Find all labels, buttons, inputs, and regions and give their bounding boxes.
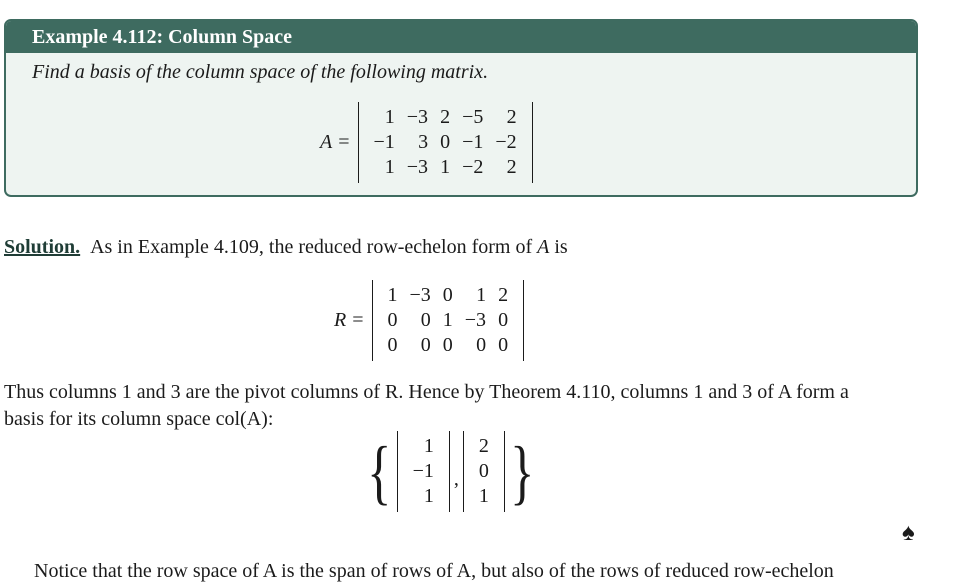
matrix-row (473, 484, 495, 509)
matrix-row (407, 459, 440, 484)
matrix-entry: 3 (418, 131, 429, 153)
left-brace: { (367, 431, 392, 512)
cutoff-line: Notice that the row space of A is the span of rows of A, but also of the rows of reduced row-echelon (34, 560, 834, 582)
matrix-r-bracket (372, 281, 525, 360)
matrix-row (473, 459, 495, 484)
vector-1-bracket (397, 432, 450, 511)
qed-spade-icon: ♠ (902, 520, 915, 546)
matrix-entry: 1 (423, 435, 434, 457)
matrix-row (368, 130, 523, 155)
example-prompt: Find a basis of the column space of the following matrix. (32, 61, 489, 83)
vector-1 (407, 434, 440, 509)
paragraph-1: Thus columns 1 and 3 are the pivot columns of R. Hence by Theorem 4.110, columns 1 and 3 of A form a (4, 381, 849, 403)
solution-text-var: A (537, 236, 550, 258)
basis-set (362, 432, 539, 511)
matrix-entry: 1 (387, 284, 398, 306)
solution-text-after: is (554, 236, 568, 258)
matrix-row (407, 434, 440, 459)
example-box (4, 19, 918, 197)
matrix-entry: −2 (495, 131, 517, 153)
matrix-entry: 0 (476, 334, 487, 356)
matrix-entry: 1 (476, 284, 487, 306)
solution-text-before: As in Example 4.109, the reduced row-echelon form of (90, 236, 533, 258)
matrix-a-bracket (358, 103, 533, 182)
equals-sign: = (352, 309, 364, 331)
equals-sign: = (338, 131, 350, 153)
matrix-entry: −1 (462, 131, 484, 153)
matrix-entry: 1 (384, 106, 395, 128)
matrix-entry: 1 (423, 485, 434, 507)
comma: , (453, 468, 459, 490)
matrix-row (473, 434, 495, 459)
matrix-a-label: A (320, 131, 333, 153)
matrix-row (368, 105, 523, 130)
vector-2-bracket (463, 432, 505, 511)
matrix-entry: 2 (440, 106, 451, 128)
matrix-entry: 0 (498, 334, 509, 356)
right-brace: } (510, 431, 535, 512)
matrix-row (382, 308, 515, 333)
matrix-entry: 2 (506, 156, 517, 178)
matrix-entry: 2 (498, 284, 509, 306)
vector-2 (473, 434, 495, 509)
matrix-entry: −3 (464, 309, 487, 331)
matrix-entry: −3 (406, 106, 429, 128)
matrix-entry: 0 (387, 309, 398, 331)
matrix-entry: 0 (387, 334, 398, 356)
matrix-entry: 1 (478, 485, 489, 507)
matrix-entry: 0 (478, 460, 489, 482)
matrix-row (407, 484, 440, 509)
matrix-row (382, 283, 515, 308)
matrix-entry: 0 (420, 309, 431, 331)
matrix-row (368, 155, 523, 180)
matrix-entry: 0 (442, 334, 453, 356)
matrix-entry: −3 (406, 156, 429, 178)
matrix-row (382, 333, 515, 358)
paragraph-2: basis for its column space col(A): (4, 408, 274, 430)
matrix-entry: 2 (478, 435, 489, 457)
matrix-entry: −1 (373, 131, 395, 153)
matrix-entry: 0 (420, 334, 431, 356)
solution-line (4, 236, 568, 259)
matrix-entry: −2 (462, 156, 484, 178)
matrix-entry: 0 (442, 284, 453, 306)
matrix-entry: −3 (409, 284, 431, 306)
matrix-entry: 2 (506, 106, 517, 128)
matrix-a (320, 103, 533, 182)
matrix-r-label: R (334, 309, 347, 331)
matrix-a-table (368, 105, 523, 180)
matrix-r (334, 281, 524, 360)
solution-label: Solution. (4, 236, 81, 258)
matrix-entry: −5 (462, 106, 484, 128)
matrix-entry: 1 (442, 309, 453, 331)
matrix-entry: 1 (440, 156, 451, 178)
matrix-r-table (382, 283, 515, 358)
matrix-entry: 0 (440, 131, 451, 153)
example-title: Example 4.112: Column Space (6, 21, 916, 53)
matrix-entry: 1 (384, 156, 395, 178)
matrix-entry: −1 (412, 460, 434, 482)
matrix-entry: 0 (498, 309, 509, 331)
